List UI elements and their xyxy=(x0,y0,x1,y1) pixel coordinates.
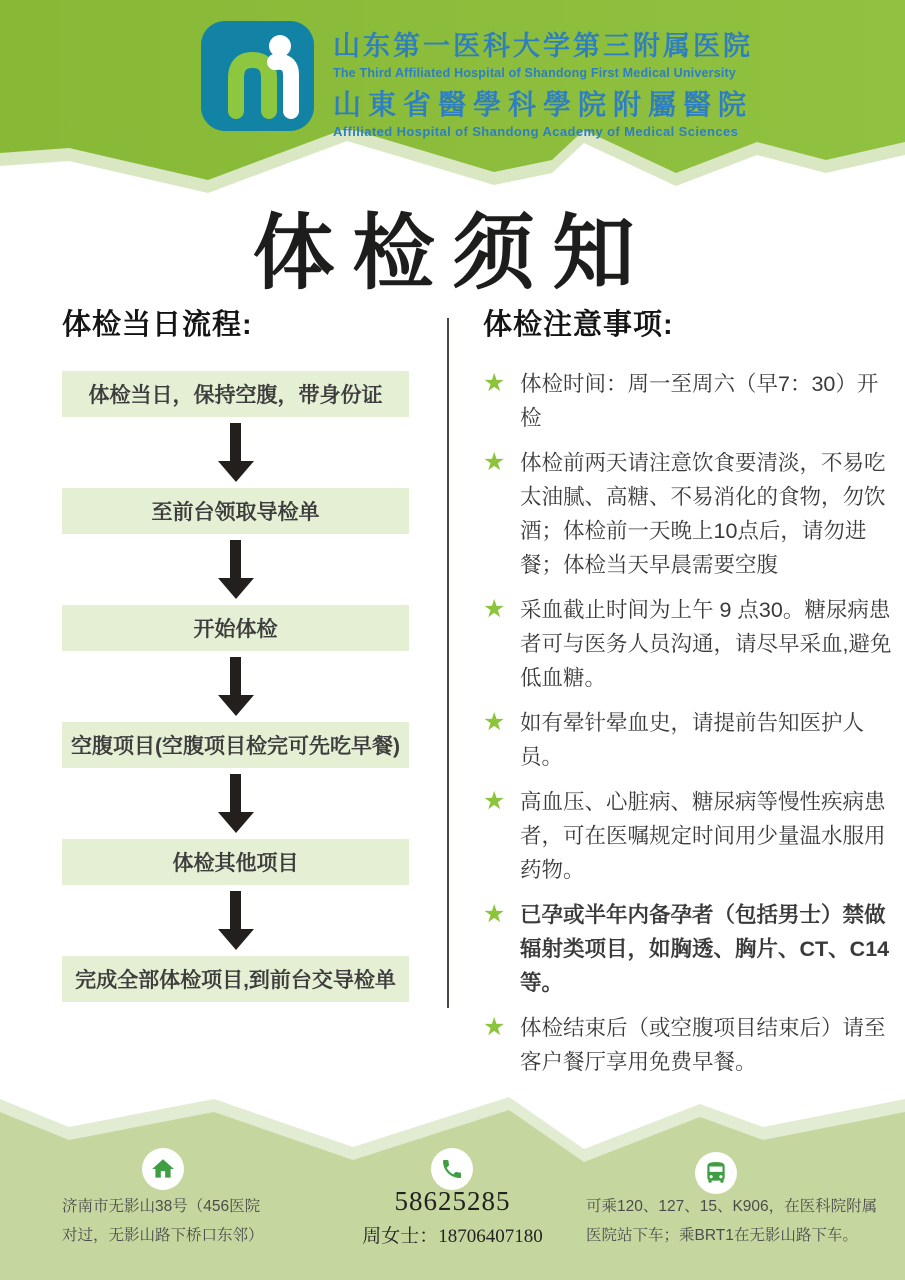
phone-block xyxy=(330,1186,575,1248)
note-item xyxy=(483,446,895,582)
note-item xyxy=(483,1011,895,1079)
down-arrow-icon xyxy=(62,774,409,833)
hospital-name-cn-traditional: 山東省醫學科學院附屬醫院 xyxy=(333,89,754,120)
note-text: 高血压、心脏病、糖尿病等慢性疾病患者，可在医嘱规定时间用少量温水服用药物。 xyxy=(520,790,886,882)
notes-section xyxy=(483,302,895,1090)
address-block xyxy=(62,1192,292,1250)
page-title: 体检须知 xyxy=(252,208,653,299)
down-arrow-icon xyxy=(62,423,409,482)
flow-step-3: 开始体检 xyxy=(62,605,409,651)
phone-icon xyxy=(431,1148,473,1190)
logo-white-head xyxy=(269,35,291,57)
flow-step-4: 空腹项目(空腹项目检完可先吃早餐) xyxy=(62,722,409,768)
home-icon xyxy=(142,1148,184,1190)
down-arrow-icon xyxy=(62,540,409,599)
note-item xyxy=(483,367,895,435)
hospital-name-cn: 山东第一医科大学第三附属医院 xyxy=(333,31,753,61)
flow-step-6: 完成全部体检项目,到前台交导检单 xyxy=(62,956,409,1002)
column-divider xyxy=(447,318,449,1008)
star-icon: ★ xyxy=(483,448,506,476)
star-icon: ★ xyxy=(483,787,506,815)
bus-icon xyxy=(695,1152,737,1194)
note-text: 体检结束后（或空腹项目结束后）请至客户餐厅享用免费早餐。 xyxy=(520,1016,886,1074)
down-arrow-icon xyxy=(62,657,409,716)
hospital-name-en-2: Affiliated Hospital of Shandong Academy of Medical Sciences xyxy=(333,124,739,139)
phone-number: 58625285 xyxy=(394,1186,511,1216)
note-item xyxy=(483,785,895,887)
star-icon: ★ xyxy=(483,595,506,623)
note-text: 如有晕针晕血史，请提前告知医护人员。 xyxy=(520,711,865,769)
bus-block xyxy=(586,1192,886,1250)
address-line-2: 对过，无影山路下桥口东邻） xyxy=(62,1227,264,1244)
star-icon: ★ xyxy=(483,369,506,397)
flow-heading: 体检当日流程: xyxy=(62,309,253,341)
hospital-name-en: The Third Affiliated Hospital of Shandong First Medical University xyxy=(333,66,737,80)
flow-section xyxy=(62,302,409,1002)
note-text: 体检时间：周一至周六（早7：30）开检 xyxy=(520,372,879,430)
down-arrow-icon xyxy=(62,891,409,950)
note-item xyxy=(483,706,895,774)
star-icon: ★ xyxy=(483,900,506,928)
bus-line-1: 可乘120、127、15、K906，在医科院附属 xyxy=(586,1198,878,1215)
note-text: 采血截止时间为上午 9 点30。糖尿病患者可与医务人员沟通，请尽早采血,避免低血糖。 xyxy=(520,598,892,690)
notes-heading: 体检注意事项: xyxy=(483,309,674,341)
hospital-logo xyxy=(201,21,314,131)
note-item xyxy=(483,898,895,1000)
flow-step-2: 至前台领取导检单 xyxy=(62,488,409,534)
flow-step-1: 体检当日，保持空腹，带身份证 xyxy=(62,371,409,417)
note-item xyxy=(483,593,895,695)
star-icon: ★ xyxy=(483,1013,506,1041)
address-line-1: 济南市无影山38号（456医院 xyxy=(62,1198,261,1215)
bus-line-2: 医院站下车；乘BRT1在无影山路下车。 xyxy=(586,1227,858,1244)
hospital-name-block xyxy=(333,24,898,139)
phone-contact: 周女士：18706407180 xyxy=(362,1226,543,1247)
note-text: 已孕或半年内备孕者（包括男士）禁做辐射类项目，如胸透、胸片、CT、C14等。 xyxy=(520,903,890,995)
note-text: 体检前两天请注意饮食要清淡，不易吃太油腻、高糖、不易消化的食物，勿饮酒；体检前一天晚上10点后，请勿进餐；体检当天早晨需要空腹 xyxy=(520,451,886,577)
flow-step-5: 体检其他项目 xyxy=(62,839,409,885)
star-icon: ★ xyxy=(483,708,506,736)
